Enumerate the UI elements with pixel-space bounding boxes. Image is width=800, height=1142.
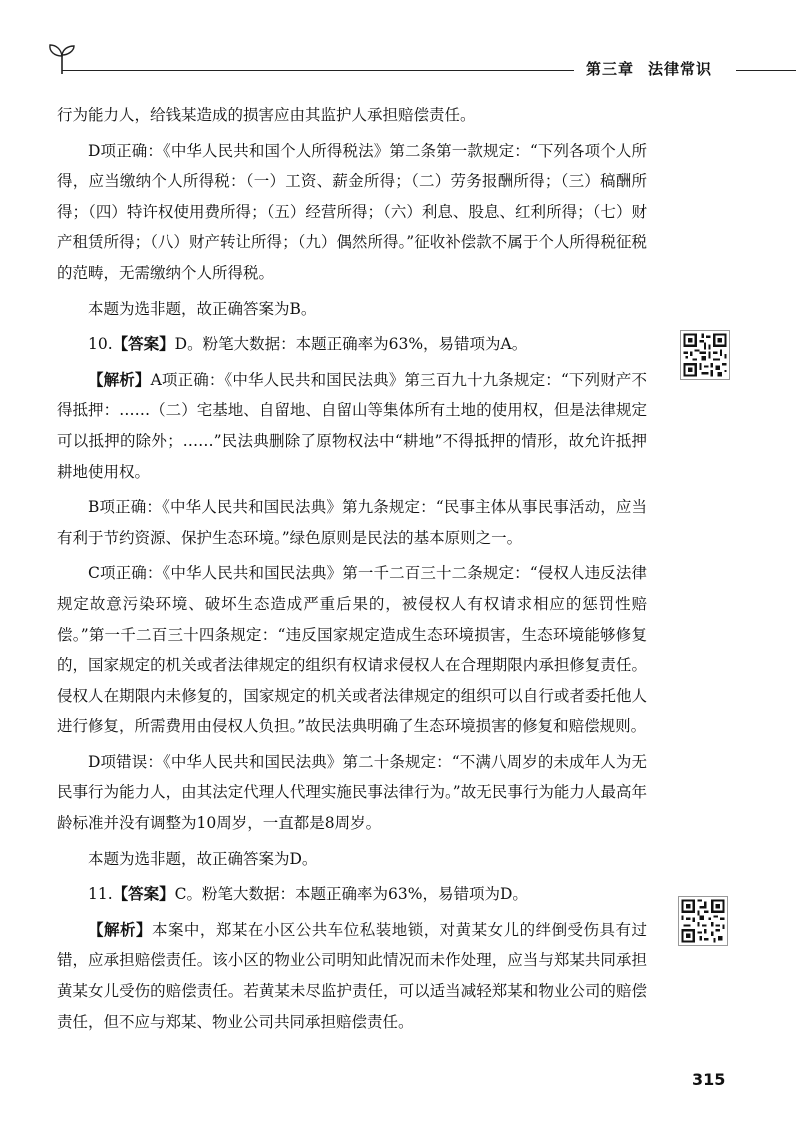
answer-tag: 【答案】 xyxy=(112,885,175,904)
question-number: 11. xyxy=(88,885,113,904)
header-rule-tail xyxy=(736,70,796,71)
paragraph: 本题为选非题，故正确答案为B。 xyxy=(88,299,317,318)
paragraph: 行为能力人，给钱某造成的损害应由其监护人承担赔偿责任。 xyxy=(57,106,476,124)
answer-11: 11.【答案】C。粉笔大数据：本题正确率为63%，易错项为D。 xyxy=(88,885,528,904)
header-rule xyxy=(62,70,574,71)
paragraph: D项错误：《中华人民共和国民法典》第二十条规定：“不满八周岁的未成年人为无民事行为能力人，由其法定代理人代理实施民事法律行为。”故无民事行为能力人最高年龄标准并没有调整为10周岁，一直都是8周岁。 xyxy=(57,752,647,833)
analysis-11: 【解析】本案中，郑某在小区公共车位私装地锁，对黄某女儿的绊倒受伤具有过错，应承担赔偿责任。该小区的物业公司明知此情况而未作处理，应当与郑某共同承担黄某女儿受伤的赔偿责任。若黄某未尽监护责任，可以适当减轻郑某和物业公司的赔偿责任，但不应与郑某、物业公司共同承担赔偿责任。 xyxy=(57,920,647,1031)
analysis-tag: 【解析】 xyxy=(88,370,151,389)
answer-10: 10.【答案】D。粉笔大数据：本题正确率为63%，易错项为A。 xyxy=(88,335,528,354)
answer-tag: 【答案】 xyxy=(112,335,175,354)
paragraph: 本题为选非题，故正确答案为D。 xyxy=(88,849,318,868)
paragraph: C项正确：《中华人民共和国民法典》第一千二百三十二条规定：“侵权人违反法律规定故意污染环境、破坏生态造成严重后果的，被侵权人有权请求相应的惩罚性赔偿。”第一千二百三十四条规定：“违反国家规定造成生态环境损害，生态环境能够修复的，国家规定的机关或者法律规定的组织有权请求侵权人在合理期限内承担修复责任。侵权人在期限内未修复的，国家规定的机关或者法律规定的组织可以自行或者委托他人进行修复，所需费用由侵权人负担。”故民法典明确了生态环境损害的修复和赔偿规则。 xyxy=(57,564,647,736)
chapter-title xyxy=(586,58,712,79)
chapter-number: 第三章 xyxy=(586,60,635,78)
paragraph: B项正确：《中华人民共和国民法典》第九条规定：“民事主体从事民事活动，应当有利于节约资源、保护生态环境。”绿色原则是民法的基本原则之一。 xyxy=(57,498,647,547)
qr-code-icon[interactable] xyxy=(680,330,730,380)
qr-code-icon[interactable] xyxy=(678,896,728,946)
chapter-section: 法律常识 xyxy=(648,60,713,78)
analysis-tag: 【解析】 xyxy=(88,920,152,939)
page-body xyxy=(57,100,647,1037)
analysis-10: 【解析】A项正确：《中华人民共和国民法典》第三百九十九条规定：“下列财产不得抵押：……（二）宅基地、自留地、自留山等集体所有土地的使用权，但是法律规定可以抵押的除外；……”民法典删除了原物权法中“耕地”不得抵押的情形，故允许抵押耕地使用权。 xyxy=(57,370,647,481)
page-header xyxy=(0,0,800,90)
paragraph: D项正确：《中华人民共和国个人所得税法》第二条第一款规定：“下列各项个人所得，应当缴纳个人所得税：（一）工资、薪金所得；（二）劳务报酬所得；（三）稿酬所得；（四）特许权使用费所得；（五）经营所得；（六）利息、股息、红利所得；（七）财产租赁所得；（八）财产转让所得；（九）偶然所得。”征收补偿款不属于个人所得税征税的范畴，无需缴纳个人所得税。 xyxy=(57,141,647,282)
question-number: 10. xyxy=(88,335,113,354)
page-number: 315 xyxy=(692,1070,726,1089)
